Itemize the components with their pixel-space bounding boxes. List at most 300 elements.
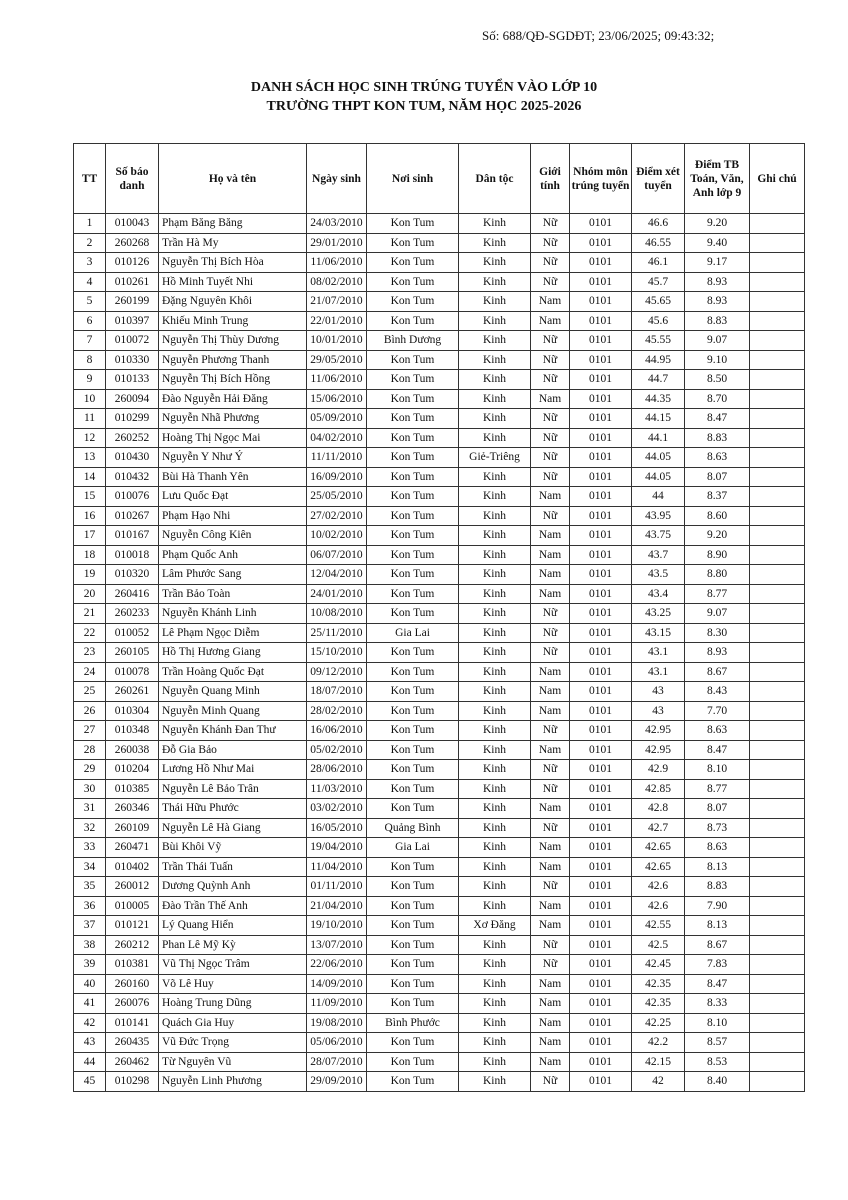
- cell-subject-group: 0101: [570, 877, 632, 897]
- cell-gender: Nữ: [531, 409, 570, 429]
- cell-ethnicity: Kinh: [459, 1013, 531, 1033]
- cell-tt: 13: [74, 448, 106, 468]
- cell-candidate-number: 260261: [106, 682, 159, 702]
- cell-ethnicity: Kinh: [459, 994, 531, 1014]
- table-row: [74, 643, 805, 663]
- cell-full-name: Lưu Quốc Đạt: [159, 487, 307, 507]
- cell-full-name: Nguyễn Thị Thùy Dương: [159, 331, 307, 351]
- cell-birth-date: 29/05/2010: [307, 350, 367, 370]
- cell-grade9-average: 8.30: [685, 623, 750, 643]
- cell-tt: 40: [74, 974, 106, 994]
- cell-birth-place: Kon Tum: [367, 994, 459, 1014]
- table-row: [74, 331, 805, 351]
- cell-grade9-average: 9.40: [685, 233, 750, 253]
- cell-birth-place: Kon Tum: [367, 1033, 459, 1053]
- table-row: [74, 1052, 805, 1072]
- cell-ethnicity: Kinh: [459, 896, 531, 916]
- cell-gender: Nam: [531, 389, 570, 409]
- header-ethnicity: Dân tộc: [459, 144, 531, 214]
- cell-admission-score: 45.55: [632, 331, 685, 351]
- cell-candidate-number: 010076: [106, 487, 159, 507]
- cell-admission-score: 43.75: [632, 526, 685, 546]
- cell-tt: 5: [74, 292, 106, 312]
- cell-notes: [750, 760, 805, 780]
- cell-ethnicity: Kinh: [459, 350, 531, 370]
- cell-tt: 34: [74, 857, 106, 877]
- cell-admission-score: 42.15: [632, 1052, 685, 1072]
- cell-notes: [750, 994, 805, 1014]
- cell-birth-place: Kon Tum: [367, 448, 459, 468]
- cell-full-name: Lâm Phước Sang: [159, 565, 307, 585]
- cell-ethnicity: Kinh: [459, 623, 531, 643]
- header-admission-score: Điểm xét tuyển: [632, 144, 685, 214]
- cell-tt: 35: [74, 877, 106, 897]
- cell-tt: 9: [74, 370, 106, 390]
- cell-notes: [750, 526, 805, 546]
- cell-gender: Nữ: [531, 467, 570, 487]
- cell-notes: [750, 409, 805, 429]
- cell-gender: Nữ: [531, 233, 570, 253]
- cell-ethnicity: Kinh: [459, 292, 531, 312]
- decision-reference: Số: 688/QĐ-SGDĐT; 23/06/2025; 09:43:32;: [482, 28, 715, 43]
- cell-birth-place: Kon Tum: [367, 565, 459, 585]
- cell-tt: 16: [74, 506, 106, 526]
- cell-full-name: Đặng Nguyên Khôi: [159, 292, 307, 312]
- cell-gender: Nữ: [531, 779, 570, 799]
- cell-candidate-number: 260109: [106, 818, 159, 838]
- cell-candidate-number: 260416: [106, 584, 159, 604]
- cell-admission-score: 42: [632, 1072, 685, 1092]
- cell-full-name: Nguyễn Minh Quang: [159, 701, 307, 721]
- cell-full-name: Nguyễn Nhã Phương: [159, 409, 307, 429]
- cell-full-name: Từ Nguyên Vũ: [159, 1052, 307, 1072]
- header-tt: TT: [74, 144, 106, 214]
- cell-candidate-number: 010204: [106, 760, 159, 780]
- cell-subject-group: 0101: [570, 779, 632, 799]
- cell-notes: [750, 311, 805, 331]
- cell-notes: [750, 331, 805, 351]
- cell-gender: Nam: [531, 545, 570, 565]
- cell-gender: Nữ: [531, 760, 570, 780]
- table-row: [74, 721, 805, 741]
- cell-tt: 10: [74, 389, 106, 409]
- cell-admission-score: 42.25: [632, 1013, 685, 1033]
- cell-full-name: Nguyễn Khánh Linh: [159, 604, 307, 624]
- cell-grade9-average: 8.37: [685, 487, 750, 507]
- header-birth-place: Nơi sinh: [367, 144, 459, 214]
- cell-birth-date: 21/04/2010: [307, 896, 367, 916]
- cell-grade9-average: 8.47: [685, 740, 750, 760]
- cell-notes: [750, 896, 805, 916]
- cell-tt: 6: [74, 311, 106, 331]
- cell-admission-score: 43: [632, 682, 685, 702]
- cell-grade9-average: 8.93: [685, 292, 750, 312]
- cell-admission-score: 43.95: [632, 506, 685, 526]
- cell-admission-score: 42.8: [632, 799, 685, 819]
- cell-grade9-average: 8.43: [685, 682, 750, 702]
- cell-gender: Nam: [531, 701, 570, 721]
- cell-birth-place: Kon Tum: [367, 370, 459, 390]
- table-row: [74, 994, 805, 1014]
- cell-admission-score: 42.7: [632, 818, 685, 838]
- cell-admission-score: 42.95: [632, 740, 685, 760]
- cell-grade9-average: 8.83: [685, 877, 750, 897]
- table-row: [74, 974, 805, 994]
- cell-full-name: Phạm Quốc Anh: [159, 545, 307, 565]
- header-birth-date: Ngày sinh: [307, 144, 367, 214]
- cell-gender: Nam: [531, 487, 570, 507]
- table-row: [74, 604, 805, 624]
- cell-candidate-number: 260212: [106, 935, 159, 955]
- cell-notes: [750, 584, 805, 604]
- cell-birth-date: 10/01/2010: [307, 331, 367, 351]
- cell-gender: Nữ: [531, 604, 570, 624]
- cell-ethnicity: Kinh: [459, 1072, 531, 1092]
- cell-grade9-average: 8.33: [685, 994, 750, 1014]
- cell-tt: 8: [74, 350, 106, 370]
- cell-admission-score: 42.5: [632, 935, 685, 955]
- cell-full-name: Nguyễn Công Kiên: [159, 526, 307, 546]
- cell-birth-date: 11/09/2010: [307, 994, 367, 1014]
- cell-grade9-average: 8.07: [685, 467, 750, 487]
- cell-grade9-average: 8.63: [685, 721, 750, 741]
- cell-tt: 39: [74, 955, 106, 975]
- cell-admission-score: 42.55: [632, 916, 685, 936]
- cell-candidate-number: 010402: [106, 857, 159, 877]
- cell-tt: 31: [74, 799, 106, 819]
- cell-ethnicity: Kinh: [459, 1033, 531, 1053]
- table-row: [74, 506, 805, 526]
- table-row: [74, 272, 805, 292]
- cell-full-name: Lương Hồ Như Mai: [159, 760, 307, 780]
- cell-birth-date: 28/02/2010: [307, 701, 367, 721]
- cell-candidate-number: 260038: [106, 740, 159, 760]
- cell-subject-group: 0101: [570, 682, 632, 702]
- cell-admission-score: 43.25: [632, 604, 685, 624]
- cell-notes: [750, 818, 805, 838]
- cell-candidate-number: 010261: [106, 272, 159, 292]
- cell-ethnicity: Kinh: [459, 253, 531, 273]
- cell-candidate-number: 010052: [106, 623, 159, 643]
- cell-tt: 37: [74, 916, 106, 936]
- header-full-name: Họ và tên: [159, 144, 307, 214]
- cell-subject-group: 0101: [570, 1072, 632, 1092]
- cell-subject-group: 0101: [570, 584, 632, 604]
- cell-notes: [750, 214, 805, 234]
- cell-full-name: Nguyễn Y Như Ý: [159, 448, 307, 468]
- cell-ethnicity: Giẻ-Triêng: [459, 448, 531, 468]
- cell-subject-group: 0101: [570, 428, 632, 448]
- cell-ethnicity: Kinh: [459, 370, 531, 390]
- cell-birth-place: Kon Tum: [367, 233, 459, 253]
- cell-birth-date: 05/09/2010: [307, 409, 367, 429]
- cell-grade9-average: 9.07: [685, 331, 750, 351]
- cell-ethnicity: Kinh: [459, 389, 531, 409]
- cell-ethnicity: Kinh: [459, 838, 531, 858]
- cell-subject-group: 0101: [570, 740, 632, 760]
- cell-ethnicity: Kinh: [459, 1052, 531, 1072]
- cell-candidate-number: 010330: [106, 350, 159, 370]
- table-row: [74, 233, 805, 253]
- cell-tt: 20: [74, 584, 106, 604]
- cell-candidate-number: 010304: [106, 701, 159, 721]
- cell-birth-place: Kon Tum: [367, 721, 459, 741]
- cell-grade9-average: 9.17: [685, 253, 750, 273]
- cell-notes: [750, 701, 805, 721]
- table-row: [74, 682, 805, 702]
- cell-grade9-average: 8.70: [685, 389, 750, 409]
- cell-ethnicity: Kinh: [459, 974, 531, 994]
- cell-birth-place: Kon Tum: [367, 292, 459, 312]
- cell-grade9-average: 8.83: [685, 428, 750, 448]
- cell-ethnicity: Kinh: [459, 311, 531, 331]
- cell-birth-place: Kon Tum: [367, 214, 459, 234]
- table-row: [74, 877, 805, 897]
- cell-admission-score: 43.7: [632, 545, 685, 565]
- cell-notes: [750, 974, 805, 994]
- table-row: [74, 409, 805, 429]
- cell-tt: 45: [74, 1072, 106, 1092]
- cell-subject-group: 0101: [570, 701, 632, 721]
- cell-birth-date: 21/07/2010: [307, 292, 367, 312]
- table-row: [74, 838, 805, 858]
- table-row: [74, 526, 805, 546]
- cell-gender: Nữ: [531, 370, 570, 390]
- cell-tt: 41: [74, 994, 106, 1014]
- cell-notes: [750, 682, 805, 702]
- cell-birth-date: 24/03/2010: [307, 214, 367, 234]
- cell-tt: 28: [74, 740, 106, 760]
- cell-gender: Nữ: [531, 253, 570, 273]
- cell-admission-score: 42.65: [632, 838, 685, 858]
- cell-notes: [750, 448, 805, 468]
- table-row: [74, 623, 805, 643]
- cell-birth-place: Gia Lai: [367, 838, 459, 858]
- cell-grade9-average: 8.80: [685, 565, 750, 585]
- cell-admission-score: 44.15: [632, 409, 685, 429]
- cell-full-name: Nguyễn Thị Bích Hồng: [159, 370, 307, 390]
- cell-full-name: Đỗ Gia Bảo: [159, 740, 307, 760]
- cell-full-name: Vũ Thị Ngọc Trâm: [159, 955, 307, 975]
- cell-birth-date: 19/10/2010: [307, 916, 367, 936]
- cell-birth-date: 25/05/2010: [307, 487, 367, 507]
- cell-tt: 29: [74, 760, 106, 780]
- table-row: [74, 214, 805, 234]
- cell-grade9-average: 7.83: [685, 955, 750, 975]
- cell-notes: [750, 253, 805, 273]
- cell-candidate-number: 260160: [106, 974, 159, 994]
- cell-ethnicity: Kinh: [459, 740, 531, 760]
- cell-notes: [750, 779, 805, 799]
- cell-tt: 44: [74, 1052, 106, 1072]
- cell-candidate-number: 010141: [106, 1013, 159, 1033]
- cell-grade9-average: 8.13: [685, 857, 750, 877]
- table-header-row: [74, 144, 805, 214]
- cell-birth-date: 03/02/2010: [307, 799, 367, 819]
- cell-notes: [750, 740, 805, 760]
- cell-candidate-number: 010133: [106, 370, 159, 390]
- cell-subject-group: 0101: [570, 643, 632, 663]
- cell-birth-place: Kon Tum: [367, 662, 459, 682]
- cell-birth-date: 05/06/2010: [307, 1033, 367, 1053]
- cell-full-name: Đào Nguyễn Hải Đăng: [159, 389, 307, 409]
- cell-grade9-average: 8.63: [685, 448, 750, 468]
- cell-candidate-number: 010397: [106, 311, 159, 331]
- table-row: [74, 701, 805, 721]
- cell-full-name: Vũ Đức Trọng: [159, 1033, 307, 1053]
- cell-candidate-number: 260435: [106, 1033, 159, 1053]
- cell-birth-place: Bình Dương: [367, 331, 459, 351]
- cell-birth-date: 11/03/2010: [307, 779, 367, 799]
- cell-gender: Nữ: [531, 955, 570, 975]
- cell-ethnicity: Kinh: [459, 799, 531, 819]
- cell-admission-score: 44.05: [632, 467, 685, 487]
- table-row: [74, 760, 805, 780]
- cell-grade9-average: 8.93: [685, 272, 750, 292]
- cell-ethnicity: Kinh: [459, 545, 531, 565]
- cell-candidate-number: 260471: [106, 838, 159, 858]
- cell-full-name: Đào Trần Thế Anh: [159, 896, 307, 916]
- cell-gender: Nữ: [531, 643, 570, 663]
- cell-candidate-number: 010381: [106, 955, 159, 975]
- cell-birth-place: Gia Lai: [367, 623, 459, 643]
- cell-gender: Nữ: [531, 448, 570, 468]
- cell-birth-place: Kon Tum: [367, 974, 459, 994]
- cell-candidate-number: 260012: [106, 877, 159, 897]
- cell-candidate-number: 010320: [106, 565, 159, 585]
- cell-tt: 27: [74, 721, 106, 741]
- cell-full-name: Nguyễn Khánh Đan Thư: [159, 721, 307, 741]
- cell-gender: Nam: [531, 994, 570, 1014]
- cell-candidate-number: 010432: [106, 467, 159, 487]
- cell-tt: 19: [74, 565, 106, 585]
- cell-birth-date: 10/02/2010: [307, 526, 367, 546]
- cell-tt: 7: [74, 331, 106, 351]
- cell-grade9-average: 8.13: [685, 916, 750, 936]
- cell-birth-place: Kon Tum: [367, 682, 459, 702]
- cell-notes: [750, 623, 805, 643]
- cell-birth-date: 15/06/2010: [307, 389, 367, 409]
- cell-admission-score: 42.35: [632, 974, 685, 994]
- cell-gender: Nam: [531, 565, 570, 585]
- cell-notes: [750, 467, 805, 487]
- cell-subject-group: 0101: [570, 506, 632, 526]
- cell-birth-place: Kon Tum: [367, 877, 459, 897]
- cell-tt: 3: [74, 253, 106, 273]
- cell-candidate-number: 010298: [106, 1072, 159, 1092]
- cell-admission-score: 45.7: [632, 272, 685, 292]
- cell-subject-group: 0101: [570, 955, 632, 975]
- cell-admission-score: 42.45: [632, 955, 685, 975]
- cell-tt: 18: [74, 545, 106, 565]
- cell-subject-group: 0101: [570, 292, 632, 312]
- cell-subject-group: 0101: [570, 760, 632, 780]
- cell-subject-group: 0101: [570, 896, 632, 916]
- cell-ethnicity: Kinh: [459, 233, 531, 253]
- cell-full-name: Trần Bảo Toàn: [159, 584, 307, 604]
- cell-grade9-average: 8.57: [685, 1033, 750, 1053]
- cell-notes: [750, 370, 805, 390]
- cell-notes: [750, 799, 805, 819]
- cell-full-name: Hoàng Trung Dũng: [159, 994, 307, 1014]
- cell-full-name: Nguyễn Thị Bích Hòa: [159, 253, 307, 273]
- cell-candidate-number: 010430: [106, 448, 159, 468]
- table-row: [74, 350, 805, 370]
- cell-tt: 11: [74, 409, 106, 429]
- cell-birth-date: 22/01/2010: [307, 311, 367, 331]
- cell-admission-score: 44.95: [632, 350, 685, 370]
- cell-birth-place: Kon Tum: [367, 409, 459, 429]
- cell-notes: [750, 389, 805, 409]
- cell-candidate-number: 010167: [106, 526, 159, 546]
- cell-gender: Nữ: [531, 935, 570, 955]
- cell-tt: 12: [74, 428, 106, 448]
- cell-grade9-average: 7.90: [685, 896, 750, 916]
- cell-grade9-average: 8.47: [685, 409, 750, 429]
- cell-full-name: Thái Hữu Phước: [159, 799, 307, 819]
- cell-admission-score: 43.1: [632, 662, 685, 682]
- cell-birth-date: 13/07/2010: [307, 935, 367, 955]
- cell-notes: [750, 955, 805, 975]
- cell-grade9-average: 8.10: [685, 1013, 750, 1033]
- header-gender: Giới tính: [531, 144, 570, 214]
- cell-gender: Nam: [531, 526, 570, 546]
- cell-ethnicity: Kinh: [459, 584, 531, 604]
- cell-grade9-average: 9.20: [685, 214, 750, 234]
- cell-candidate-number: 260094: [106, 389, 159, 409]
- cell-ethnicity: Kinh: [459, 877, 531, 897]
- cell-admission-score: 42.6: [632, 896, 685, 916]
- cell-notes: [750, 1033, 805, 1053]
- cell-ethnicity: Kinh: [459, 701, 531, 721]
- cell-tt: 23: [74, 643, 106, 663]
- cell-birth-place: Kon Tum: [367, 799, 459, 819]
- cell-birth-place: Kon Tum: [367, 604, 459, 624]
- cell-subject-group: 0101: [570, 1033, 632, 1053]
- cell-ethnicity: Kinh: [459, 818, 531, 838]
- cell-subject-group: 0101: [570, 799, 632, 819]
- cell-candidate-number: 260462: [106, 1052, 159, 1072]
- cell-gender: Nam: [531, 292, 570, 312]
- cell-gender: Nam: [531, 740, 570, 760]
- table-row: [74, 292, 805, 312]
- cell-gender: Nữ: [531, 214, 570, 234]
- header-notes: Ghi chú: [750, 144, 805, 214]
- cell-grade9-average: 8.10: [685, 760, 750, 780]
- cell-candidate-number: 010078: [106, 662, 159, 682]
- cell-gender: Nam: [531, 1033, 570, 1053]
- table-row: [74, 779, 805, 799]
- cell-notes: [750, 233, 805, 253]
- cell-gender: Nam: [531, 799, 570, 819]
- cell-tt: 22: [74, 623, 106, 643]
- cell-tt: 26: [74, 701, 106, 721]
- cell-birth-date: 12/04/2010: [307, 565, 367, 585]
- cell-gender: Nam: [531, 584, 570, 604]
- table-row: [74, 545, 805, 565]
- table-row: [74, 740, 805, 760]
- cell-notes: [750, 487, 805, 507]
- cell-birth-date: 11/06/2010: [307, 370, 367, 390]
- cell-admission-score: 44.1: [632, 428, 685, 448]
- cell-subject-group: 0101: [570, 935, 632, 955]
- cell-tt: 17: [74, 526, 106, 546]
- cell-ethnicity: Kinh: [459, 721, 531, 741]
- cell-gender: Nam: [531, 1013, 570, 1033]
- cell-ethnicity: Kinh: [459, 565, 531, 585]
- cell-full-name: Trần Hà My: [159, 233, 307, 253]
- table-row: [74, 1072, 805, 1092]
